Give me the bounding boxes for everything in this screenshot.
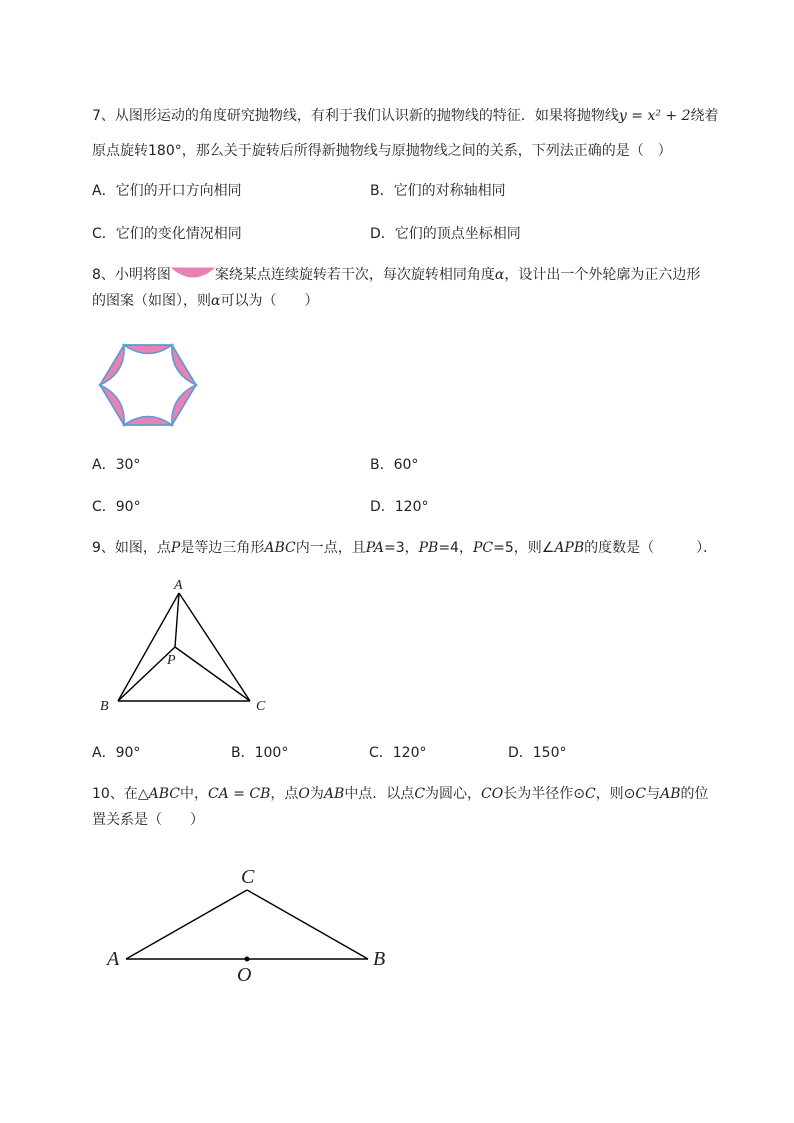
- q10-label-o: O: [237, 964, 252, 986]
- q9-triangle-figure: [95, 575, 275, 720]
- q8-stem-line2: [92, 291, 318, 311]
- q9-option-a: A．90°: [92, 745, 141, 761]
- q9-text-d: 的度数是（ ）．: [584, 540, 718, 556]
- q8-option-b: B．60°: [370, 457, 419, 473]
- q8-option-c: C．90°: [92, 499, 141, 515]
- q7-stem-text: 7、从图形运动的角度研究抛物线，有利于我们认识新的抛物线的特征．如果将抛物线: [92, 108, 619, 124]
- q9-label-b: B: [100, 699, 109, 714]
- q9-eq4: =4，: [438, 540, 473, 556]
- q10-var-co: CO: [481, 786, 504, 802]
- q10-text-a: 10、在△: [92, 786, 149, 802]
- q10-text-g: 长为半径作⊙: [503, 786, 585, 802]
- q8-stem-text2-end: 可以为（ ）: [220, 293, 319, 309]
- q10-stem-line1: [92, 784, 709, 804]
- q7-stem-line2: 原点旋转180°，那么关于旋转后所得新抛物线与原抛物线之间的关系，下列法正确的是（ ）: [92, 143, 672, 159]
- q7-option-b: B．它们的对称轴相同: [370, 183, 506, 199]
- q9-stem: [92, 538, 717, 558]
- q10-condition: CA = CB: [207, 786, 271, 802]
- q8-hexagon-outline: [100, 345, 196, 425]
- q8-option-a: A．30°: [92, 457, 141, 473]
- q8-petal-inline-figure: [171, 266, 215, 280]
- q9-label-c: C: [256, 699, 266, 714]
- q9-text-c: 内一点，且: [295, 540, 366, 556]
- q10-text-b: 中，: [179, 786, 208, 802]
- q9-text-b: 是等边三角形: [180, 540, 265, 556]
- q8-alpha-symbol: α: [494, 267, 505, 283]
- q9-var-apb: APB: [554, 540, 585, 556]
- q10-text-e: 中点．以点: [344, 786, 415, 802]
- q7-option-a: A．它们的开口方向相同: [92, 183, 242, 199]
- q7-stem-line1: [92, 106, 719, 126]
- q9-eq3: =3，: [383, 540, 419, 556]
- q10-text-h: ，则⊙: [595, 786, 636, 802]
- q9-text-a: 9、如图，点: [92, 540, 171, 556]
- q7-option-c: C．它们的变化情况相同: [92, 226, 242, 242]
- q10-var-abc: ABC: [148, 786, 180, 802]
- q10-var-c: C: [414, 786, 426, 802]
- q8-alpha-symbol-2: α: [211, 293, 221, 309]
- q9-var-pb: PB: [418, 540, 439, 556]
- q10-label-c: C: [241, 866, 255, 888]
- q10-var-o: O: [298, 786, 310, 802]
- q10-point-o: [245, 957, 250, 962]
- q10-edge-ac: [126, 890, 247, 959]
- q10-var-c2: C: [584, 786, 596, 802]
- q9-segment-pa: [175, 593, 179, 647]
- q8-stem-line1: [92, 265, 700, 285]
- q7-stem-text-end: 绕着: [690, 108, 719, 124]
- q10-text-i: 与: [646, 786, 661, 802]
- q10-text-j: 的位: [680, 786, 709, 802]
- q9-var-pc: PC: [472, 540, 494, 556]
- q10-text-d: 为: [309, 786, 324, 802]
- q10-edge-cb: [247, 890, 368, 959]
- q10-text-f: 为圆心，: [425, 786, 482, 802]
- q10-text-c: ，点: [270, 786, 299, 802]
- q9-edge-ac: [179, 593, 250, 701]
- q10-label-b: B: [373, 948, 386, 970]
- q9-option-d: D．150°: [508, 745, 567, 761]
- q9-triangle-drawing: [95, 575, 275, 720]
- q10-var-ab2: AB: [660, 786, 681, 802]
- q9-option-b: B．100°: [231, 745, 289, 761]
- q8-option-d: D．120°: [370, 499, 429, 515]
- q8-stem-text: 8、小明将图: [92, 267, 171, 283]
- q9-option-c: C．120°: [369, 745, 427, 761]
- q8-stem-text2: 的图案（如图），则: [92, 293, 211, 309]
- q8-stem-text-mid: 案绕某点连续旋转若干次，每次旋转相同角度: [214, 267, 495, 283]
- q9-label-p: P: [167, 653, 176, 668]
- q8-stem-text-end: ，设计出一个外轮廓为正六边形: [504, 267, 701, 283]
- q8-petal-top: [124, 345, 172, 354]
- q10-triangle-figure: [100, 860, 400, 990]
- q10-var-ab: AB: [323, 786, 345, 802]
- q9-label-a: A: [174, 578, 183, 593]
- q7-formula: y = x² + 2: [618, 108, 691, 124]
- q8-hexagon-figure: [98, 342, 198, 430]
- q10-stem-line2: 置关系是（ ）: [92, 812, 204, 828]
- q7-option-d: D．它们的顶点坐标相同: [370, 226, 521, 242]
- q10-label-a: A: [107, 948, 120, 970]
- q8-petal-bottom: [124, 417, 172, 426]
- q9-edge-ab: [118, 593, 179, 701]
- q9-var-p: P: [170, 540, 181, 556]
- q10-var-c3: C: [635, 786, 647, 802]
- q9-segment-pc: [175, 647, 250, 701]
- q9-var-abc: ABC: [264, 540, 296, 556]
- q9-var-pa: PA: [365, 540, 384, 556]
- q9-eq5: =5，则∠: [493, 540, 555, 556]
